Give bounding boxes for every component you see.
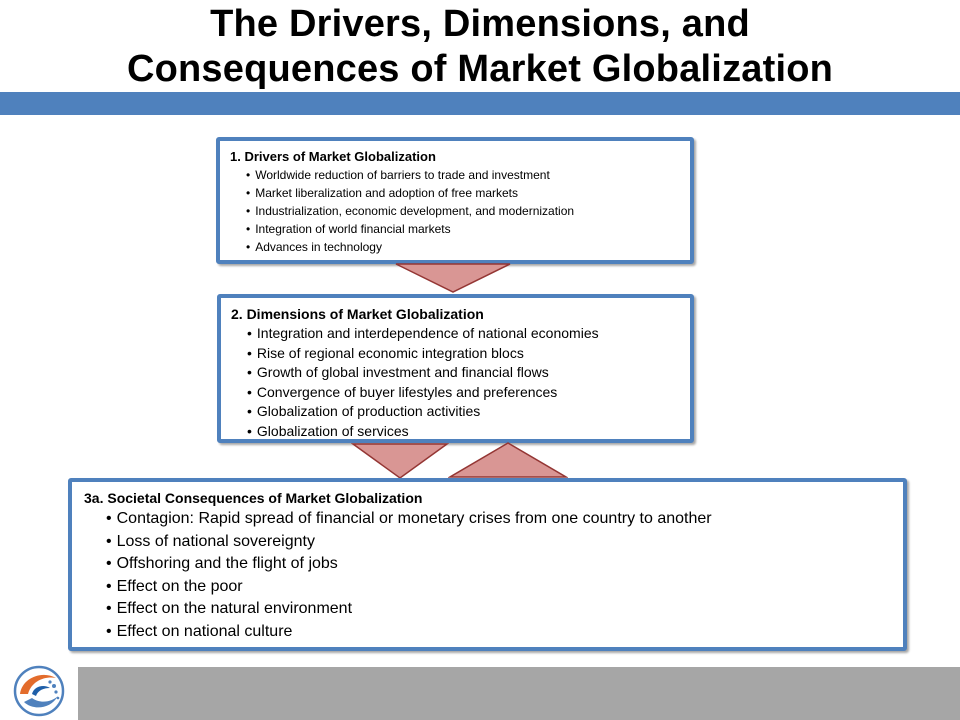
list-item: • Effect on the natural environment [106,598,903,621]
list-item: • Effect on national culture [106,621,903,644]
arrow-down-drivers-to-dimensions [394,262,512,294]
consequences-box [68,478,907,651]
list-item: • Integration and interdependence of national economies [247,324,690,344]
list-item: • Worldwide reduction of barriers to trade and investment [246,166,690,184]
drivers-box [216,137,694,264]
list-item: • Rise of regional economic integration blocs [247,344,690,364]
list-item: • Market liberalization and adoption of free markets [246,184,690,202]
arrow-down-dimensions-to-consequences [351,442,449,480]
arrow-up-consequences-to-dimensions [448,441,568,479]
dimensions-heading: 2. Dimensions of Market Globalization [231,306,484,322]
consequences-list [84,508,903,643]
footer-bar [78,667,960,720]
title-line-1: The Drivers, Dimensions, and [210,3,750,45]
list-item: • Contagion: Rapid spread of financial or monetary crises from one country to another [106,508,903,531]
list-item: • Convergence of buyer lifestyles and preferences [247,383,690,403]
dimensions-list [231,324,690,441]
drivers-list [230,166,690,256]
dimensions-box [217,294,694,443]
list-item: • Industrialization, economic development, and modernization [246,202,690,220]
consequences-heading: 3a. Societal Consequences of Market Globalization [84,490,423,506]
drivers-heading: 1. Drivers of Market Globalization [230,149,436,164]
list-item: • Integration of world financial markets [246,220,690,238]
slide-title [0,2,960,92]
list-item: • Growth of global investment and financial flows [247,363,690,383]
list-item: • Globalization of services [247,422,690,442]
title-accent-bar [0,92,960,115]
list-item: • Offshoring and the flight of jobs [106,553,903,576]
list-item: • Loss of national sovereignty [106,531,903,554]
list-item: • Effect on the poor [106,576,903,599]
title-line-2: Consequences of Market Globalization [126,48,834,90]
globe-swirl-logo-icon [12,664,66,718]
list-item: • Advances in technology [246,238,690,256]
list-item: • Globalization of production activities [247,402,690,422]
